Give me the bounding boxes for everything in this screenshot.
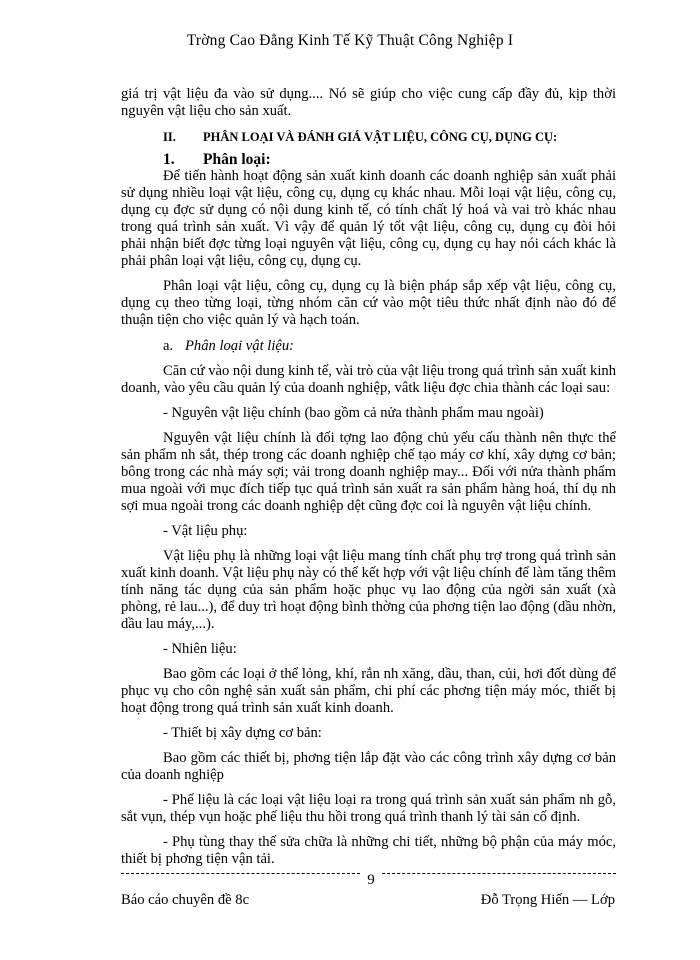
paragraph-fuel: Bao gồm các loại ở thể lỏng, khí, rắn nh xăng, dầu, than, củi, hơi đốt dùng để phục vụ cho côn nghệ sản xuất sản phẩm, chi phí các phơng tiện máy móc, thiết bị hoạt động trong quá trình sản xuất kinh doanh.	[121, 666, 616, 716]
list-item-fuel: - Nhiên liệu:	[163, 641, 237, 657]
subsection-heading-1	[121, 151, 616, 168]
list-item-auxiliary: - Vật liệu phụ:	[163, 523, 248, 539]
section-title: PHÂN LOẠI VÀ ĐÁNH GIÁ VẬT LIỆU, CÔNG CỤ, DỤNG CỤ:	[203, 130, 558, 144]
list-item-main-material: - Nguyên vật liệu chính (bao gồm cả nửa thành phẩm mau ngoài)	[163, 405, 544, 421]
page-number: 9	[362, 872, 380, 889]
footer-left: Báo cáo chuyên đề 8c	[121, 892, 250, 908]
subsection-heading-a	[121, 338, 616, 355]
paragraph-spare-parts: - Phụ tùng thay thế sửa chữa là những chi tiết, những bộ phận của máy móc, thiết bị phơng tiện vận tải.	[121, 834, 616, 867]
section-number: II.	[163, 130, 176, 144]
paragraph-a-intro: Căn cứ vào nội dung kinh tế, vài trò của vật liệu trong quá trình sản xuất kinh doanh, vào yêu cầu quản lý của doanh nghiệp, vâtk liệu đợc chia thành các loại sau:	[121, 363, 616, 396]
subsection-a-title: Phân loại vật liệu:	[185, 338, 295, 354]
paragraph-scrap: - Phế liệu là các loại vật liệu loại ra trong quá trình sản xuất sản phẩm nh gỗ, sắt vụn, thép vụn hoặc phế liệu thu hồi trong quá trình thanh lý tài sản cố định.	[121, 792, 616, 825]
paragraph-auxiliary: Vật liệu phụ là những loại vật liệu mang tính chất phụ trợ trong quá trình sản xuất kinh doanh. Vật liệu phụ này có thể kết hợp với vật liệu chính để làm tăng thêm tính năng tác dụng của sản phẩm hoặc phục vụ lao động của ngời sản xuất (xà phòng, rẻ lau...), để duy trì hoạt động bình thờng của phơng tiện lao động (dầu nhờn, dầu lau máy,...).	[121, 548, 616, 632]
subsection-letter: a.	[163, 338, 174, 354]
subsection-number: 1.	[163, 151, 175, 168]
page-header: Trờng Cao Đẳng Kinh Tế Kỹ Thuật Công Nghiệp I	[186, 32, 514, 49]
list-item-equipment: - Thiết bị xây dựng cơ bản:	[163, 725, 322, 741]
document-body	[121, 86, 616, 868]
paragraph-classify-2: Phân loại vật liệu, công cụ, dụng cụ là biện pháp sắp xếp vật liệu, công cụ, dụng cụ theo từng loại, từng nhóm căn cứ vào một tiêu thức nhất định nào đó để thuận tiện cho việc quản lý và hạch toán.	[121, 278, 616, 328]
paragraph-main-material: Nguyên vật liệu chính là đối tợng lao động chủ yếu cấu thành nên thực thể sản phẩm nh sắt, thép trong các doanh nghiệp chế tạo máy cơ khí, xây dựng cơ bản; bông trong các nhà máy sợi; vải trong doanh nghiệp may... Đối với nửa thành phẩm mua ngoài với mục đích tiếp tục quá trình sản xuất ra sản phẩm hàng hoá, thí dụ nh sợi mua ngoài trong các doanh nghiệp dệt cũng đợc coi là nguyên vật liệu chính.	[121, 430, 616, 514]
footer-right: Đỗ Trọng Hiến — Lớp	[480, 892, 615, 908]
paragraph-intro: giá trị vật liệu đa vào sử dụng.... Nó sẽ giúp cho việc cung cấp đầy đủ, kịp thời nguyên vật liệu cho sản xuất.	[121, 86, 616, 119]
paragraph-equipment: Bao gồm các thiết bị, phơng tiện lắp đặt vào các công trình xây dựng cơ bản của doanh nghiệp	[121, 750, 616, 783]
subsection-title: Phân loại:	[203, 151, 271, 168]
paragraph-classify-1: Để tiến hành hoạt động sản xuất kinh doanh các doanh nghiệp sản xuất phải sử dụng nhiều loại vật liệu, công cụ, dụng cụ khác nhau. Mỗi loại vật liệu, công cụ, dụng cụ đợc sử dụng có nội dung kinh tế, có tính chất lý hoá và vai trò khác nhau trong quá trình sản xuất. Vì vậy để quản lý tốt vật liệu, công cụ, dụng cụ đòi hỏi phải nhận biết đợc từng loại nguyên vật liệu, công cụ, dụng cụ hay nói cách khác là phải phân loại vật liệu, công cụ, dụng cụ.	[121, 168, 616, 269]
section-heading-ii	[121, 129, 616, 146]
